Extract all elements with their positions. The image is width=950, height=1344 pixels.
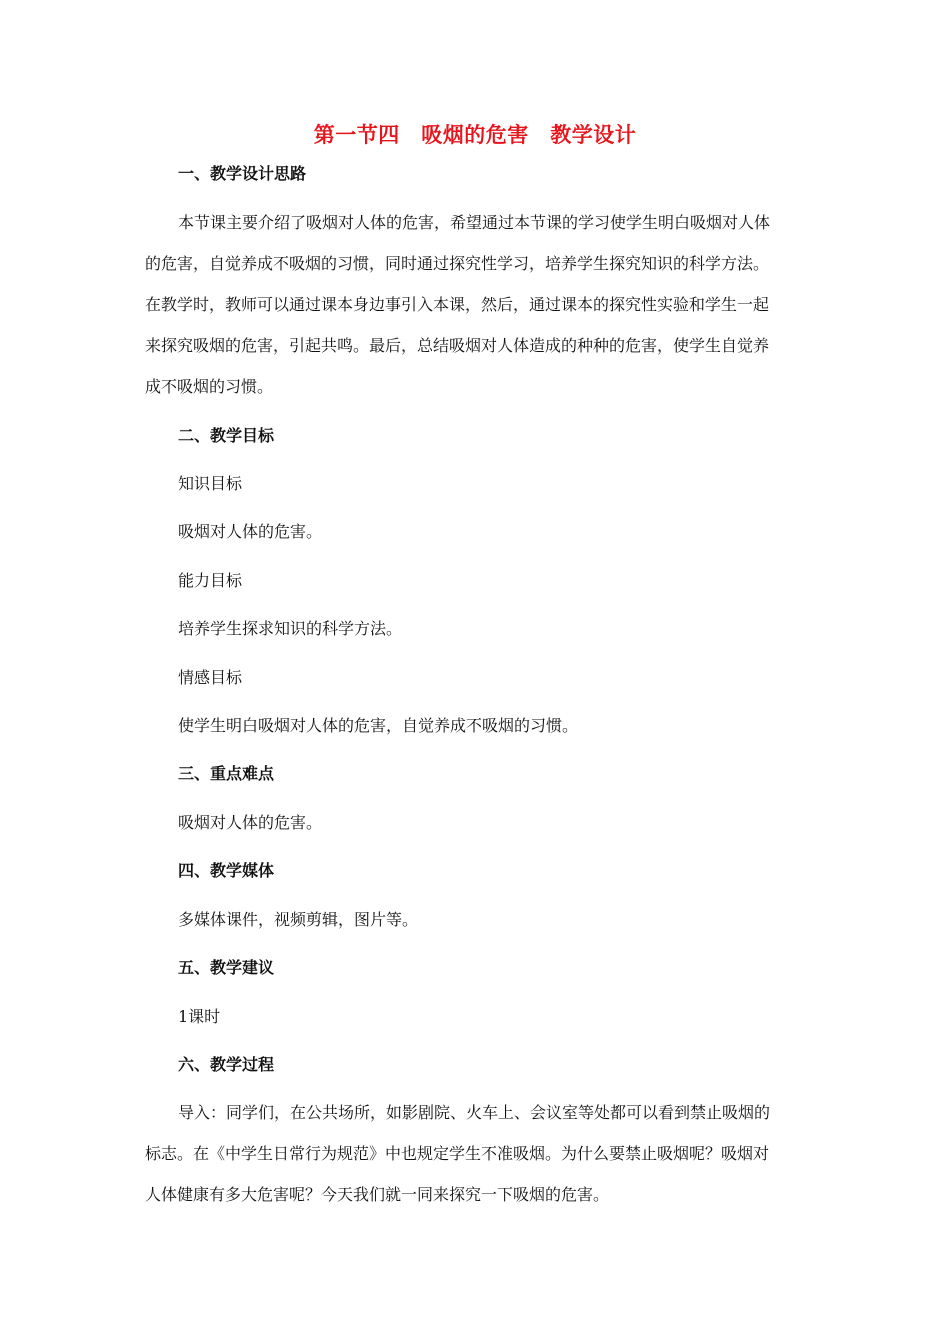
paragraph-line: 成不吸烟的习惯。	[145, 377, 274, 396]
objective-text: 培养学生探求知识的科学方法。	[178, 619, 403, 638]
objective-label-knowledge: 知识目标	[178, 474, 243, 493]
paragraph-line: 导入：同学们，在公共场所，如影剧院、火车上、会议室等处都可以看到禁止吸烟的	[178, 1103, 771, 1122]
paragraph-line: 的危害，自觉养成不吸烟的习惯，同时通过探究性学习，培养学生探究知识的科学方法。	[145, 254, 770, 273]
paragraph-line: 人体健康有多大危害呢？今天我们就一同来探究一下吸烟的危害。	[145, 1185, 610, 1204]
objective-label-emotion: 情感目标	[178, 668, 243, 687]
media-text: 多媒体课件，视频剪辑，图片等。	[178, 910, 419, 929]
section-heading-key-points: 三、重点难点	[178, 764, 275, 783]
section-heading-media: 四、教学媒体	[178, 861, 275, 880]
objective-label-ability: 能力目标	[178, 571, 243, 590]
paragraph-line: 标志。在《中学生日常行为规范》中也规定学生不准吸烟。为什么要禁止吸烟呢？吸烟对	[145, 1144, 770, 1163]
section-heading-process: 六、教学过程	[178, 1055, 275, 1074]
section-heading-design-idea: 一、教学设计思路	[178, 164, 307, 183]
document-title: 第一节四 吸烟的危害 教学设计	[313, 123, 637, 147]
section-heading-objectives: 二、教学目标	[178, 426, 275, 445]
section-heading-suggestion: 五、教学建议	[178, 958, 275, 977]
paragraph-line: 来探究吸烟的危害，引起共鸣。最后，总结吸烟对人体造成的种种的危害，使学生自觉养	[145, 336, 770, 355]
paragraph-line: 在教学时，教师可以通过课本身边事引入本课，然后，通过课本的探究性实验和学生一起	[145, 295, 770, 314]
suggestion-text: 1课时	[178, 1007, 221, 1026]
objective-text: 使学生明白吸烟对人体的危害，自觉养成不吸烟的习惯。	[178, 716, 579, 735]
key-point-text: 吸烟对人体的危害。	[178, 813, 323, 832]
paragraph-line: 本节课主要介绍了吸烟对人体的危害，希望通过本节课的学习使学生明白吸烟对人体	[178, 213, 771, 232]
objective-text: 吸烟对人体的危害。	[178, 522, 323, 541]
